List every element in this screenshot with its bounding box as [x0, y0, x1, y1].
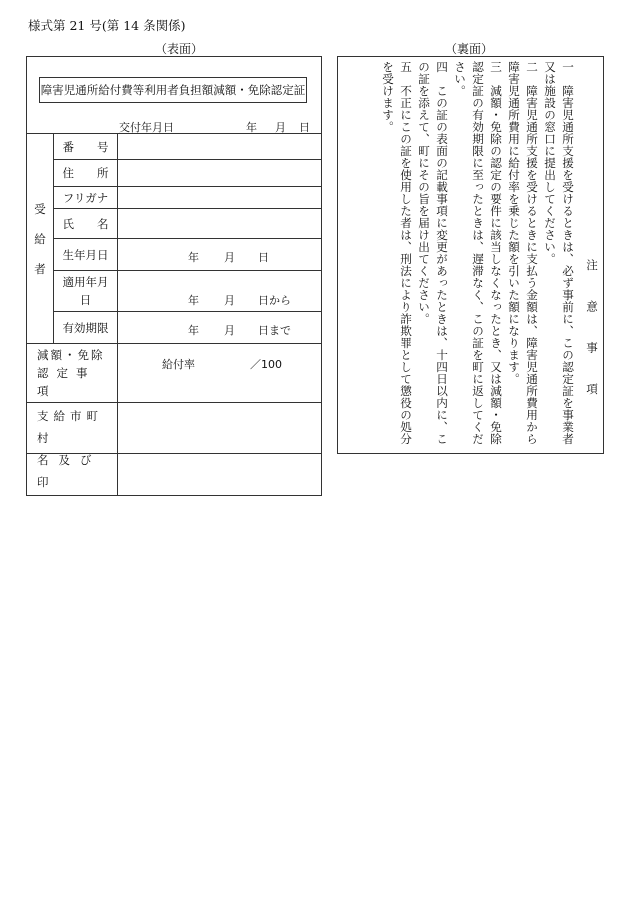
front-side-label: （表面） [155, 42, 204, 56]
municipality-field[interactable] [118, 403, 322, 496]
front-panel [26, 56, 322, 489]
issue-date-label: 交付年月日 [119, 121, 174, 134]
birth-month-unit: 月 [224, 251, 235, 264]
reduction-label-line1: 減額・免除 [37, 348, 105, 362]
municipality-label [27, 403, 118, 496]
apply-date-label-line1: 適用年月 [62, 275, 109, 289]
form-number: 様式第 21 号(第 14 条関係) [28, 18, 186, 33]
notes-heading: 注 意 事 項 [585, 258, 599, 404]
reduction-field[interactable] [118, 344, 322, 403]
benefit-rate-value: ／100 [250, 358, 282, 371]
furigana-label: フリガナ [54, 187, 118, 209]
municipality-label-line1: 支給市町村 [37, 409, 103, 445]
recipient-char-1: 受 [34, 201, 46, 216]
expiry-field[interactable] [118, 312, 322, 344]
recipient-table [26, 133, 322, 496]
name-field[interactable] [118, 209, 322, 239]
note-item-4: 四 この証の表面の記載事項に変更があったときは、十四日以内に、この証を添えて、町にその旨を届け出てください。 [417, 61, 449, 445]
apply-date-label [54, 271, 118, 312]
expiry-year-unit: 年 [188, 324, 199, 337]
note-item-3: 三 減額・免除の認定の要件に該当しなくなったとき、又は減額・免除認定証の有効期限に至ったときは、遅滞なく、この証を町に返してください。 [453, 61, 503, 445]
certificate-title: 障害児通所給付費等利用者負担額減額・免除認定証 [39, 77, 307, 103]
number-field[interactable] [118, 134, 322, 160]
expiry-label: 有効期限 [54, 312, 118, 344]
issue-month-unit: 月 [275, 121, 286, 134]
furigana-field[interactable] [118, 187, 322, 209]
name-label: 氏 名 [54, 209, 118, 239]
apply-date-field[interactable] [118, 271, 322, 312]
benefit-rate-label: 給付率 [162, 358, 195, 371]
issue-day-unit: 日 [299, 121, 310, 134]
recipient-group-label [27, 134, 54, 344]
note-item-2: 二 障害児通所支援を受けるときに支払う金額は、障害児通所費用から障害児通所費用に給付率を乗じた額を引いた額になります。 [507, 61, 539, 445]
address-field[interactable] [118, 160, 322, 187]
apply-year-unit: 年 [188, 294, 199, 307]
birthdate-field[interactable] [118, 239, 322, 271]
back-side-label: （裏面） [445, 42, 494, 56]
birth-year-unit: 年 [188, 251, 199, 264]
reduction-label [27, 344, 118, 403]
address-label: 住 所 [54, 160, 118, 187]
recipient-char-2: 給 [34, 231, 46, 246]
apply-date-label-line2: 日 [79, 293, 92, 307]
municipality-label-line2: 名及び印 [37, 453, 102, 489]
number-label: 番 号 [54, 134, 118, 160]
expiry-day-unit: 日まで [258, 324, 291, 337]
reduction-label-line2: 認定事項 [37, 366, 96, 398]
birthdate-label: 生年月日 [54, 239, 118, 271]
note-item-5: 五 不正にこの証を使用した者は、刑法により詐欺罪として懲役の処分を受けます。 [381, 61, 413, 445]
issue-year-unit: 年 [246, 121, 257, 134]
apply-month-unit: 月 [224, 294, 235, 307]
expiry-month-unit: 月 [224, 324, 235, 337]
birth-day-unit: 日 [258, 251, 269, 264]
back-panel [337, 56, 604, 454]
recipient-char-3: 者 [34, 261, 46, 276]
apply-day-unit: 日から [258, 294, 291, 307]
notes-text [379, 61, 601, 451]
note-item-1: 一 障害児通所支援を受けるときは、必ず事前に、この認定証を事業者又は施設の窓口に提出してください。 [543, 61, 575, 445]
